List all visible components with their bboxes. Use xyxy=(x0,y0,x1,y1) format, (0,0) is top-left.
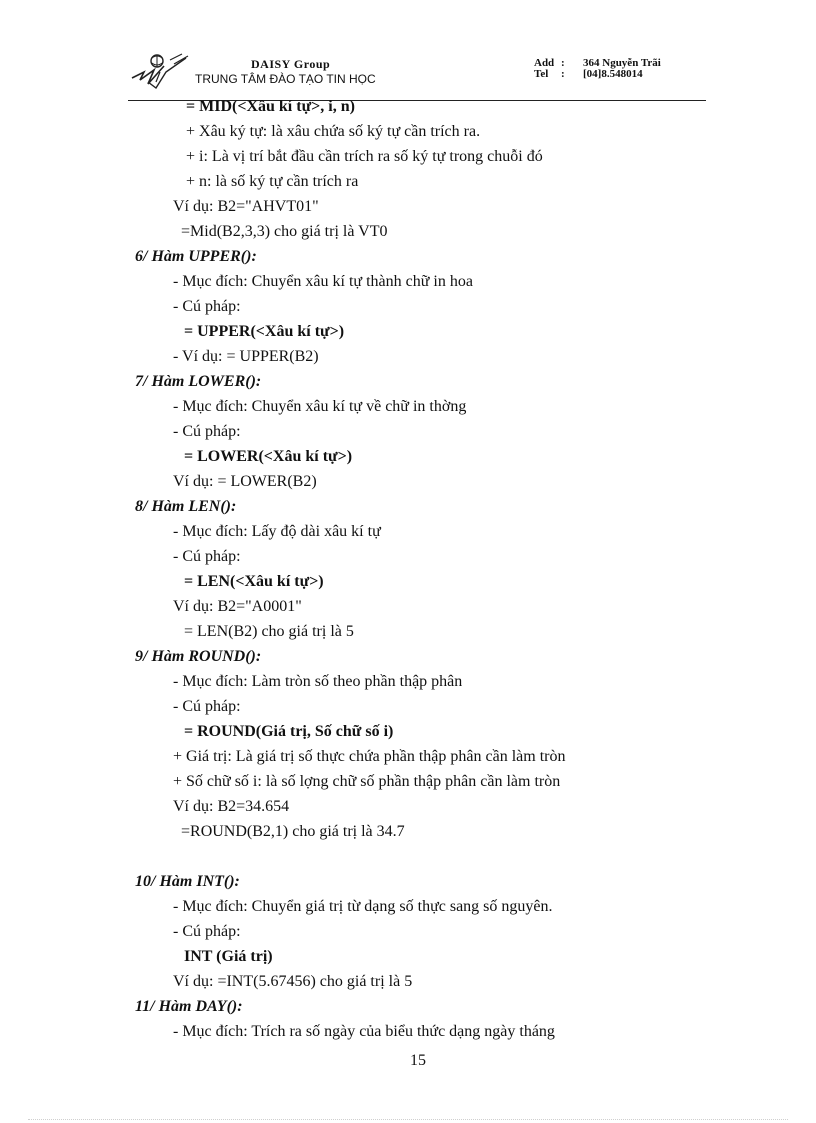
org-name: DAISY Group xyxy=(251,57,331,71)
int-heading: 10/ Hàm INT(): xyxy=(135,873,240,890)
lower-purpose: - Mục đích: Chuyển xâu kí tự về chữ in thờng xyxy=(173,398,467,415)
day-purpose: - Mục đích: Trích ra số ngày của biểu thức dạng ngày tháng xyxy=(173,1023,555,1040)
mid-param-string: + Xâu ký tự: là xâu chứa số ký tự cần trích ra. xyxy=(186,123,481,140)
mid-param-i: + i: Là vị trí bắt đầu cần trích ra số ký tự trong chuỗi đó xyxy=(186,148,543,165)
upper-example: - Ví dụ: = UPPER(B2) xyxy=(173,348,319,365)
int-syntax-label: - Cú pháp: xyxy=(173,923,241,940)
day-heading: 11/ Hàm DAY(): xyxy=(135,998,243,1015)
len-syntax: = LEN(<Xâu kí tự>) xyxy=(184,573,324,590)
lower-syntax-label: - Cú pháp: xyxy=(173,423,241,440)
round-syntax: = ROUND(Giá trị, Số chữ số i) xyxy=(184,723,394,740)
lower-syntax: = LOWER(<Xâu kí tự>) xyxy=(184,448,353,465)
int-syntax: INT (Giá trị) xyxy=(184,948,273,965)
contact-block xyxy=(534,58,661,80)
contact-phone: Tel : [04]8.548014 xyxy=(534,68,643,80)
len-heading: 8/ Hàm LEN(): xyxy=(135,498,237,515)
daisy-logo-icon xyxy=(130,52,192,92)
lower-example: Ví dụ: = LOWER(B2) xyxy=(173,473,317,490)
lower-heading: 7/ Hàm LOWER(): xyxy=(135,373,262,390)
org-subtitle: TRUNG TÂM ĐÀO TẠO TIN HỌC xyxy=(195,72,376,86)
round-example-result: =ROUND(B2,1) cho giá trị là 34.7 xyxy=(181,823,405,840)
len-example: Ví dụ: B2="A0001" xyxy=(173,598,302,615)
page-header xyxy=(128,50,708,102)
mid-param-n: + n: là số ký tự cần trích ra xyxy=(186,173,359,190)
mid-example-result: =Mid(B2,3,3) cho giá trị là VT0 xyxy=(181,223,388,240)
round-param-digits: + Số chữ số i: là số lợng chữ số phần thập phân cần làm tròn xyxy=(173,773,561,790)
len-purpose: - Mục đích: Lấy độ dài xâu kí tự xyxy=(173,523,381,540)
round-syntax-label: - Cú pháp: xyxy=(173,698,241,715)
contact-address: Add : 364 Nguyễn Trãi xyxy=(534,57,661,69)
int-purpose: - Mục đích: Chuyển giá trị từ dạng số thực sang số nguyên. xyxy=(173,898,553,915)
round-param-value: + Giá trị: Là giá trị số thực chứa phần thập phân cần làm tròn xyxy=(173,748,566,765)
len-syntax-label: - Cú pháp: xyxy=(173,548,241,565)
round-purpose: - Mục đích: Làm tròn số theo phần thập phân xyxy=(173,673,463,690)
mid-syntax: = MID(<Xâu kí tự>, i, n) xyxy=(186,98,355,115)
len-example-result: = LEN(B2) cho giá trị là 5 xyxy=(184,623,354,640)
footer-divider xyxy=(28,1119,788,1120)
page-number: 15 xyxy=(410,1052,426,1069)
upper-syntax-label: - Cú pháp: xyxy=(173,298,241,315)
upper-purpose: - Mục đích: Chuyển xâu kí tự thành chữ in hoa xyxy=(173,273,473,290)
upper-heading: 6/ Hàm UPPER(): xyxy=(135,248,257,265)
round-example: Ví dụ: B2=34.654 xyxy=(173,798,290,815)
round-heading: 9/ Hàm ROUND(): xyxy=(135,648,262,665)
int-example: Ví dụ: =INT(5.67456) cho giá trị là 5 xyxy=(173,973,413,990)
upper-syntax: = UPPER(<Xâu kí tự>) xyxy=(184,323,345,340)
mid-example: Ví dụ: B2="AHVT01" xyxy=(173,198,319,215)
